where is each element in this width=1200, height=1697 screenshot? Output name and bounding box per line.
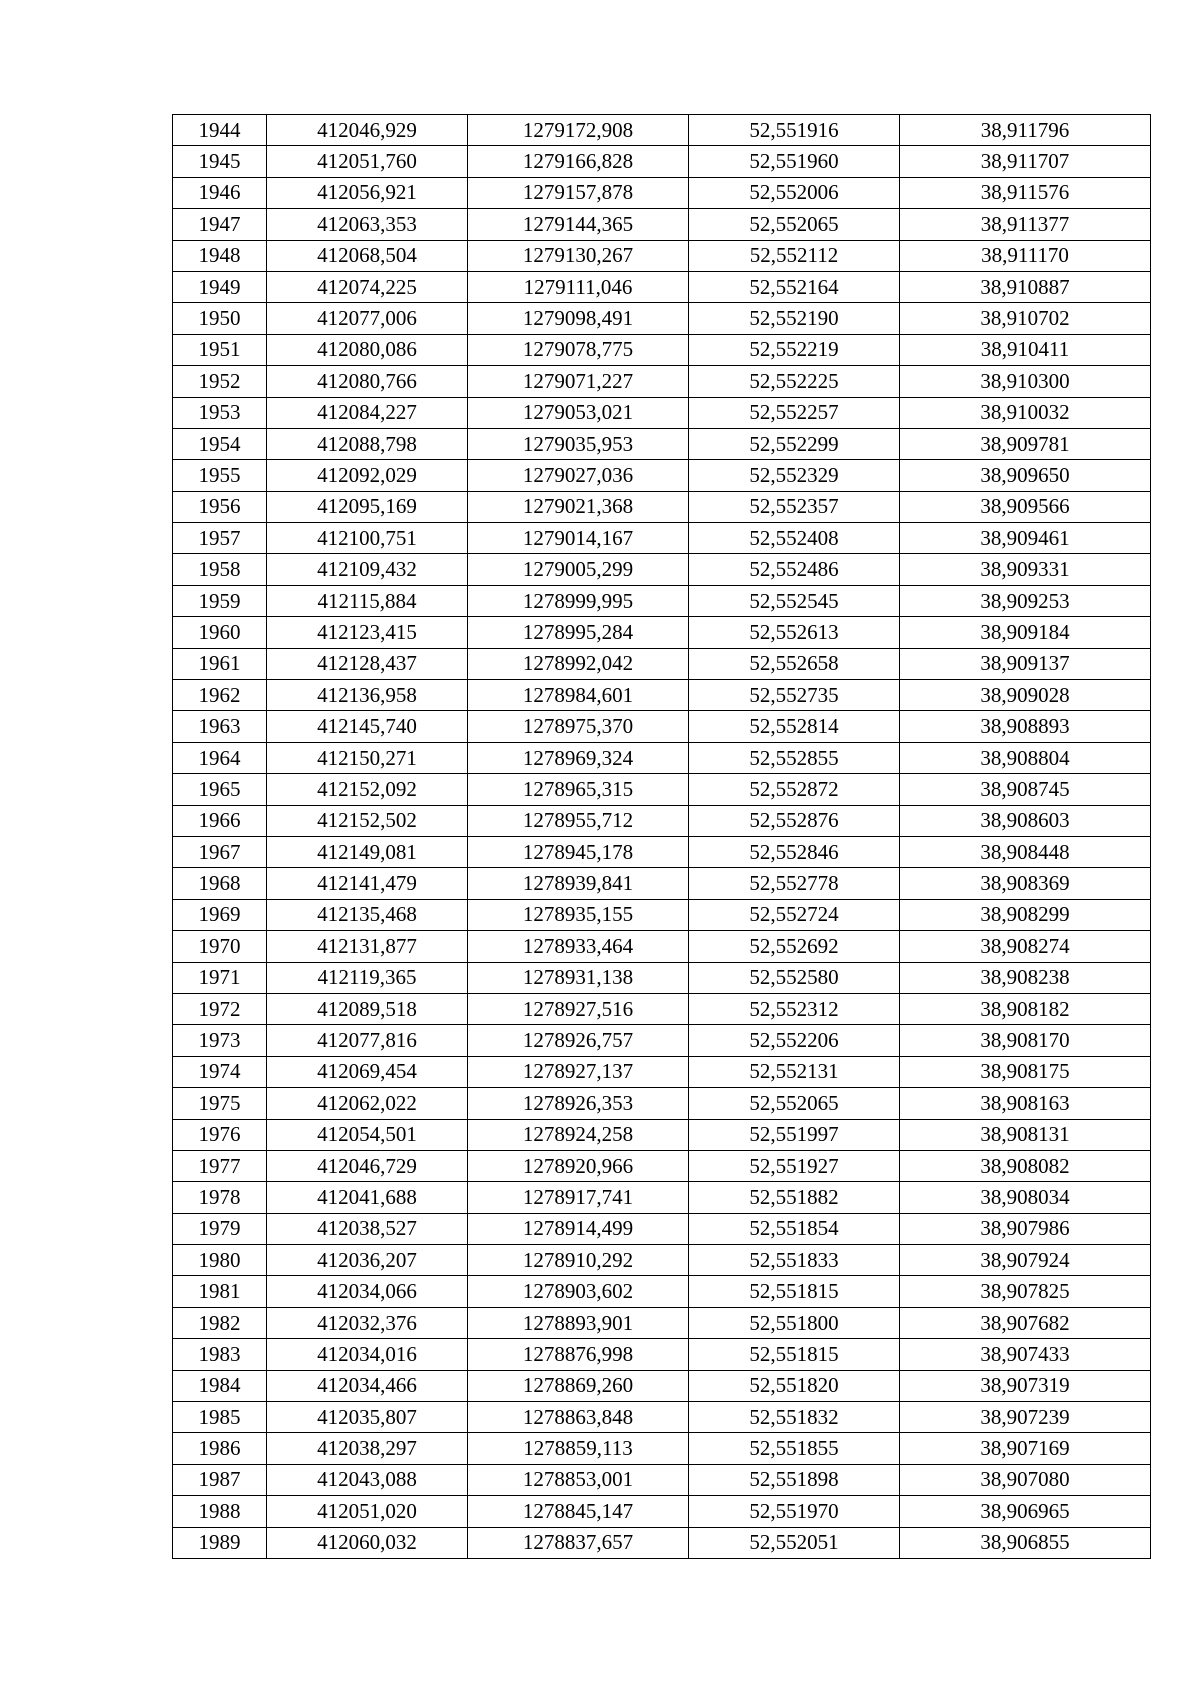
y-coordinate-cell: 1278935,155 <box>468 899 689 930</box>
x-coordinate-cell: 412152,502 <box>267 805 468 836</box>
latitude-cell: 52,552131 <box>689 1056 900 1087</box>
point-number-cell: 1949 <box>173 271 267 302</box>
table-row <box>173 711 1151 742</box>
longitude-cell: 38,907986 <box>900 1213 1151 1244</box>
point-number-cell: 1982 <box>173 1307 267 1338</box>
y-coordinate-cell: 1278869,260 <box>468 1370 689 1401</box>
table-row <box>173 115 1151 146</box>
y-coordinate-cell: 1278995,284 <box>468 617 689 648</box>
longitude-cell: 38,910032 <box>900 397 1151 428</box>
latitude-cell: 52,551820 <box>689 1370 900 1401</box>
longitude-cell: 38,908182 <box>900 993 1151 1024</box>
table-row <box>173 1433 1151 1464</box>
x-coordinate-cell: 412136,958 <box>267 680 468 711</box>
x-coordinate-cell: 412034,066 <box>267 1276 468 1307</box>
x-coordinate-cell: 412077,816 <box>267 1025 468 1056</box>
table-row <box>173 460 1151 491</box>
longitude-cell: 38,909137 <box>900 648 1151 679</box>
x-coordinate-cell: 412032,376 <box>267 1307 468 1338</box>
x-coordinate-cell: 412141,479 <box>267 868 468 899</box>
x-coordinate-cell: 412069,454 <box>267 1056 468 1087</box>
latitude-cell: 52,552735 <box>689 680 900 711</box>
y-coordinate-cell: 1278853,001 <box>468 1464 689 1495</box>
y-coordinate-cell: 1278863,848 <box>468 1402 689 1433</box>
point-number-cell: 1968 <box>173 868 267 899</box>
latitude-cell: 52,552613 <box>689 617 900 648</box>
latitude-cell: 52,552872 <box>689 774 900 805</box>
table-row <box>173 1056 1151 1087</box>
latitude-cell: 52,552312 <box>689 993 900 1024</box>
latitude-cell: 52,551916 <box>689 115 900 146</box>
longitude-cell: 38,906855 <box>900 1527 1151 1558</box>
latitude-cell: 52,551898 <box>689 1464 900 1495</box>
latitude-cell: 52,551815 <box>689 1339 900 1370</box>
point-number-cell: 1977 <box>173 1150 267 1181</box>
point-number-cell: 1962 <box>173 680 267 711</box>
latitude-cell: 52,551854 <box>689 1213 900 1244</box>
longitude-cell: 38,909184 <box>900 617 1151 648</box>
point-number-cell: 1953 <box>173 397 267 428</box>
point-number-cell: 1956 <box>173 491 267 522</box>
latitude-cell: 52,552658 <box>689 648 900 679</box>
longitude-cell: 38,908163 <box>900 1088 1151 1119</box>
table-row <box>173 523 1151 554</box>
latitude-cell: 52,551882 <box>689 1182 900 1213</box>
latitude-cell: 52,551833 <box>689 1245 900 1276</box>
longitude-cell: 38,908170 <box>900 1025 1151 1056</box>
table-row <box>173 491 1151 522</box>
x-coordinate-cell: 412041,688 <box>267 1182 468 1213</box>
table-row <box>173 617 1151 648</box>
point-number-cell: 1988 <box>173 1496 267 1527</box>
longitude-cell: 38,909650 <box>900 460 1151 491</box>
point-number-cell: 1959 <box>173 585 267 616</box>
x-coordinate-cell: 412080,766 <box>267 366 468 397</box>
table-row <box>173 774 1151 805</box>
latitude-cell: 52,552814 <box>689 711 900 742</box>
x-coordinate-cell: 412145,740 <box>267 711 468 742</box>
table-row <box>173 303 1151 334</box>
table-row <box>173 428 1151 459</box>
y-coordinate-cell: 1278984,601 <box>468 680 689 711</box>
y-coordinate-cell: 1279014,167 <box>468 523 689 554</box>
point-number-cell: 1946 <box>173 177 267 208</box>
y-coordinate-cell: 1279111,046 <box>468 271 689 302</box>
longitude-cell: 38,907319 <box>900 1370 1151 1401</box>
latitude-cell: 52,552876 <box>689 805 900 836</box>
longitude-cell: 38,908804 <box>900 742 1151 773</box>
y-coordinate-cell: 1279053,021 <box>468 397 689 428</box>
point-number-cell: 1969 <box>173 899 267 930</box>
x-coordinate-cell: 412038,297 <box>267 1433 468 1464</box>
latitude-cell: 52,552219 <box>689 334 900 365</box>
y-coordinate-cell: 1278876,998 <box>468 1339 689 1370</box>
longitude-cell: 38,911796 <box>900 115 1151 146</box>
y-coordinate-cell: 1278926,757 <box>468 1025 689 1056</box>
x-coordinate-cell: 412135,468 <box>267 899 468 930</box>
y-coordinate-cell: 1278924,258 <box>468 1119 689 1150</box>
table-row <box>173 240 1151 271</box>
table-row <box>173 177 1151 208</box>
latitude-cell: 52,552724 <box>689 899 900 930</box>
latitude-cell: 52,552408 <box>689 523 900 554</box>
x-coordinate-cell: 412051,020 <box>267 1496 468 1527</box>
point-number-cell: 1987 <box>173 1464 267 1495</box>
x-coordinate-cell: 412054,501 <box>267 1119 468 1150</box>
point-number-cell: 1976 <box>173 1119 267 1150</box>
latitude-cell: 52,552065 <box>689 1088 900 1119</box>
longitude-cell: 38,911377 <box>900 209 1151 240</box>
x-coordinate-cell: 412038,527 <box>267 1213 468 1244</box>
latitude-cell: 52,552225 <box>689 366 900 397</box>
latitude-cell: 52,552190 <box>689 303 900 334</box>
y-coordinate-cell: 1278845,147 <box>468 1496 689 1527</box>
longitude-cell: 38,909461 <box>900 523 1151 554</box>
table-row <box>173 836 1151 867</box>
x-coordinate-cell: 412088,798 <box>267 428 468 459</box>
latitude-cell: 52,551832 <box>689 1402 900 1433</box>
x-coordinate-cell: 412100,751 <box>267 523 468 554</box>
point-number-cell: 1971 <box>173 962 267 993</box>
point-number-cell: 1979 <box>173 1213 267 1244</box>
y-coordinate-cell: 1279098,491 <box>468 303 689 334</box>
longitude-cell: 38,911170 <box>900 240 1151 271</box>
y-coordinate-cell: 1278920,966 <box>468 1150 689 1181</box>
table-row <box>173 397 1151 428</box>
point-number-cell: 1980 <box>173 1245 267 1276</box>
point-number-cell: 1944 <box>173 115 267 146</box>
latitude-cell: 52,552846 <box>689 836 900 867</box>
latitude-cell: 52,552006 <box>689 177 900 208</box>
table-row <box>173 805 1151 836</box>
x-coordinate-cell: 412056,921 <box>267 177 468 208</box>
x-coordinate-cell: 412077,006 <box>267 303 468 334</box>
longitude-cell: 38,908034 <box>900 1182 1151 1213</box>
point-number-cell: 1985 <box>173 1402 267 1433</box>
y-coordinate-cell: 1279166,828 <box>468 146 689 177</box>
x-coordinate-cell: 412035,807 <box>267 1402 468 1433</box>
point-number-cell: 1983 <box>173 1339 267 1370</box>
y-coordinate-cell: 1279157,878 <box>468 177 689 208</box>
point-number-cell: 1957 <box>173 523 267 554</box>
table-row <box>173 742 1151 773</box>
x-coordinate-cell: 412036,207 <box>267 1245 468 1276</box>
longitude-cell: 38,910300 <box>900 366 1151 397</box>
x-coordinate-cell: 412034,466 <box>267 1370 468 1401</box>
point-number-cell: 1945 <box>173 146 267 177</box>
longitude-cell: 38,908893 <box>900 711 1151 742</box>
point-number-cell: 1984 <box>173 1370 267 1401</box>
x-coordinate-cell: 412115,884 <box>267 585 468 616</box>
table-row <box>173 554 1151 585</box>
y-coordinate-cell: 1279172,908 <box>468 115 689 146</box>
x-coordinate-cell: 412109,432 <box>267 554 468 585</box>
longitude-cell: 38,908603 <box>900 805 1151 836</box>
latitude-cell: 52,552112 <box>689 240 900 271</box>
table-row <box>173 1307 1151 1338</box>
x-coordinate-cell: 412089,518 <box>267 993 468 1024</box>
x-coordinate-cell: 412152,092 <box>267 774 468 805</box>
x-coordinate-cell: 412046,929 <box>267 115 468 146</box>
y-coordinate-cell: 1278931,138 <box>468 962 689 993</box>
longitude-cell: 38,908369 <box>900 868 1151 899</box>
latitude-cell: 52,552692 <box>689 931 900 962</box>
latitude-cell: 52,551800 <box>689 1307 900 1338</box>
longitude-cell: 38,910887 <box>900 271 1151 302</box>
latitude-cell: 52,552357 <box>689 491 900 522</box>
point-number-cell: 1961 <box>173 648 267 679</box>
point-number-cell: 1973 <box>173 1025 267 1056</box>
table-row <box>173 1370 1151 1401</box>
table-row <box>173 1527 1151 1558</box>
point-number-cell: 1989 <box>173 1527 267 1558</box>
y-coordinate-cell: 1278927,516 <box>468 993 689 1024</box>
y-coordinate-cell: 1279071,227 <box>468 366 689 397</box>
longitude-cell: 38,907924 <box>900 1245 1151 1276</box>
point-number-cell: 1978 <box>173 1182 267 1213</box>
point-number-cell: 1981 <box>173 1276 267 1307</box>
x-coordinate-cell: 412080,086 <box>267 334 468 365</box>
longitude-cell: 38,908448 <box>900 836 1151 867</box>
table-row <box>173 1402 1151 1433</box>
y-coordinate-cell: 1278969,324 <box>468 742 689 773</box>
y-coordinate-cell: 1278917,741 <box>468 1182 689 1213</box>
y-coordinate-cell: 1279035,953 <box>468 428 689 459</box>
latitude-cell: 52,552065 <box>689 209 900 240</box>
latitude-cell: 52,551855 <box>689 1433 900 1464</box>
point-number-cell: 1948 <box>173 240 267 271</box>
x-coordinate-cell: 412084,227 <box>267 397 468 428</box>
latitude-cell: 52,552329 <box>689 460 900 491</box>
latitude-cell: 52,552051 <box>689 1527 900 1558</box>
y-coordinate-cell: 1279144,365 <box>468 209 689 240</box>
point-number-cell: 1965 <box>173 774 267 805</box>
longitude-cell: 38,908082 <box>900 1150 1151 1181</box>
latitude-cell: 52,551960 <box>689 146 900 177</box>
table-row <box>173 366 1151 397</box>
table-row <box>173 1245 1151 1276</box>
table-row <box>173 1276 1151 1307</box>
x-coordinate-cell: 412131,877 <box>267 931 468 962</box>
longitude-cell: 38,911576 <box>900 177 1151 208</box>
table-row <box>173 680 1151 711</box>
longitude-cell: 38,909028 <box>900 680 1151 711</box>
point-number-cell: 1975 <box>173 1088 267 1119</box>
y-coordinate-cell: 1279078,775 <box>468 334 689 365</box>
y-coordinate-cell: 1278914,499 <box>468 1213 689 1244</box>
point-number-cell: 1952 <box>173 366 267 397</box>
x-coordinate-cell: 412128,437 <box>267 648 468 679</box>
point-number-cell: 1960 <box>173 617 267 648</box>
longitude-cell: 38,908299 <box>900 899 1151 930</box>
x-coordinate-cell: 412068,504 <box>267 240 468 271</box>
table-row <box>173 1339 1151 1370</box>
longitude-cell: 38,909781 <box>900 428 1151 459</box>
longitude-cell: 38,907080 <box>900 1464 1151 1495</box>
x-coordinate-cell: 412119,365 <box>267 962 468 993</box>
y-coordinate-cell: 1278955,712 <box>468 805 689 836</box>
y-coordinate-cell: 1278939,841 <box>468 868 689 899</box>
y-coordinate-cell: 1278992,042 <box>468 648 689 679</box>
point-number-cell: 1951 <box>173 334 267 365</box>
point-number-cell: 1950 <box>173 303 267 334</box>
latitude-cell: 52,552545 <box>689 585 900 616</box>
table-row <box>173 585 1151 616</box>
table-row <box>173 1182 1151 1213</box>
table-row <box>173 962 1151 993</box>
point-number-cell: 1954 <box>173 428 267 459</box>
y-coordinate-cell: 1278903,602 <box>468 1276 689 1307</box>
point-number-cell: 1966 <box>173 805 267 836</box>
table-row <box>173 993 1151 1024</box>
x-coordinate-cell: 412123,415 <box>267 617 468 648</box>
longitude-cell: 38,907433 <box>900 1339 1151 1370</box>
coordinates-table-body <box>173 115 1151 1559</box>
longitude-cell: 38,910411 <box>900 334 1151 365</box>
latitude-cell: 52,552164 <box>689 271 900 302</box>
y-coordinate-cell: 1278999,995 <box>468 585 689 616</box>
point-number-cell: 1967 <box>173 836 267 867</box>
point-number-cell: 1986 <box>173 1433 267 1464</box>
y-coordinate-cell: 1278926,353 <box>468 1088 689 1119</box>
point-number-cell: 1963 <box>173 711 267 742</box>
longitude-cell: 38,907825 <box>900 1276 1151 1307</box>
x-coordinate-cell: 412150,271 <box>267 742 468 773</box>
table-row <box>173 868 1151 899</box>
x-coordinate-cell: 412034,016 <box>267 1339 468 1370</box>
table-row <box>173 931 1151 962</box>
latitude-cell: 52,552299 <box>689 428 900 459</box>
longitude-cell: 38,908131 <box>900 1119 1151 1150</box>
table-row <box>173 648 1151 679</box>
point-number-cell: 1958 <box>173 554 267 585</box>
y-coordinate-cell: 1279005,299 <box>468 554 689 585</box>
table-row <box>173 271 1151 302</box>
longitude-cell: 38,907169 <box>900 1433 1151 1464</box>
x-coordinate-cell: 412074,225 <box>267 271 468 302</box>
x-coordinate-cell: 412051,760 <box>267 146 468 177</box>
longitude-cell: 38,911707 <box>900 146 1151 177</box>
x-coordinate-cell: 412062,022 <box>267 1088 468 1119</box>
table-row <box>173 1464 1151 1495</box>
point-number-cell: 1974 <box>173 1056 267 1087</box>
table-row <box>173 1025 1151 1056</box>
latitude-cell: 52,552206 <box>689 1025 900 1056</box>
y-coordinate-cell: 1279027,036 <box>468 460 689 491</box>
longitude-cell: 38,908175 <box>900 1056 1151 1087</box>
y-coordinate-cell: 1278965,315 <box>468 774 689 805</box>
longitude-cell: 38,909331 <box>900 554 1151 585</box>
latitude-cell: 52,552778 <box>689 868 900 899</box>
table-row <box>173 146 1151 177</box>
table-row <box>173 1119 1151 1150</box>
latitude-cell: 52,551927 <box>689 1150 900 1181</box>
point-number-cell: 1970 <box>173 931 267 962</box>
latitude-cell: 52,552486 <box>689 554 900 585</box>
longitude-cell: 38,908274 <box>900 931 1151 962</box>
table-row <box>173 1496 1151 1527</box>
latitude-cell: 52,552855 <box>689 742 900 773</box>
point-number-cell: 1972 <box>173 993 267 1024</box>
longitude-cell: 38,908238 <box>900 962 1151 993</box>
point-number-cell: 1947 <box>173 209 267 240</box>
y-coordinate-cell: 1279021,368 <box>468 491 689 522</box>
longitude-cell: 38,907682 <box>900 1307 1151 1338</box>
table-row <box>173 899 1151 930</box>
y-coordinate-cell: 1278859,113 <box>468 1433 689 1464</box>
latitude-cell: 52,552580 <box>689 962 900 993</box>
table-row <box>173 1088 1151 1119</box>
longitude-cell: 38,910702 <box>900 303 1151 334</box>
coordinates-table <box>172 114 1151 1559</box>
longitude-cell: 38,908745 <box>900 774 1151 805</box>
table-row <box>173 1213 1151 1244</box>
y-coordinate-cell: 1278933,464 <box>468 931 689 962</box>
longitude-cell: 38,909566 <box>900 491 1151 522</box>
latitude-cell: 52,551815 <box>689 1276 900 1307</box>
x-coordinate-cell: 412092,029 <box>267 460 468 491</box>
y-coordinate-cell: 1279130,267 <box>468 240 689 271</box>
table-row <box>173 1150 1151 1181</box>
latitude-cell: 52,552257 <box>689 397 900 428</box>
x-coordinate-cell: 412043,088 <box>267 1464 468 1495</box>
longitude-cell: 38,909253 <box>900 585 1151 616</box>
point-number-cell: 1964 <box>173 742 267 773</box>
y-coordinate-cell: 1278975,370 <box>468 711 689 742</box>
y-coordinate-cell: 1278893,901 <box>468 1307 689 1338</box>
x-coordinate-cell: 412063,353 <box>267 209 468 240</box>
point-number-cell: 1955 <box>173 460 267 491</box>
latitude-cell: 52,551997 <box>689 1119 900 1150</box>
x-coordinate-cell: 412095,169 <box>267 491 468 522</box>
latitude-cell: 52,551970 <box>689 1496 900 1527</box>
table-row <box>173 334 1151 365</box>
x-coordinate-cell: 412060,032 <box>267 1527 468 1558</box>
y-coordinate-cell: 1278910,292 <box>468 1245 689 1276</box>
longitude-cell: 38,906965 <box>900 1496 1151 1527</box>
y-coordinate-cell: 1278837,657 <box>468 1527 689 1558</box>
x-coordinate-cell: 412046,729 <box>267 1150 468 1181</box>
y-coordinate-cell: 1278927,137 <box>468 1056 689 1087</box>
longitude-cell: 38,907239 <box>900 1402 1151 1433</box>
y-coordinate-cell: 1278945,178 <box>468 836 689 867</box>
table-row <box>173 209 1151 240</box>
x-coordinate-cell: 412149,081 <box>267 836 468 867</box>
